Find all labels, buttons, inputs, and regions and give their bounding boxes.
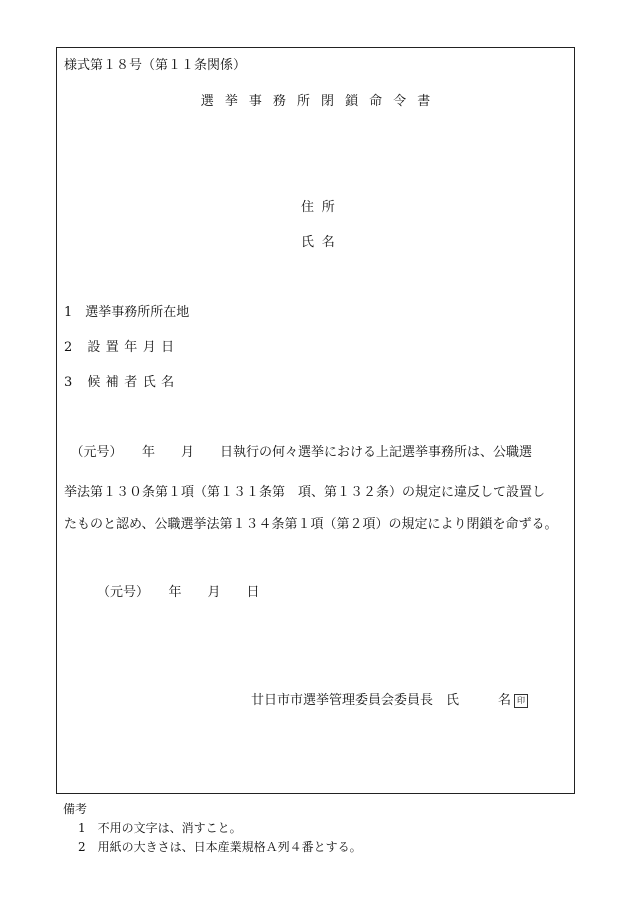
seal-mark: 印 xyxy=(514,694,528,708)
item-candidate-name: 3 候補者氏名 xyxy=(64,375,180,390)
note-item: 2 用紙の大きさは、日本産業規格Ａ列４番とする。 xyxy=(78,840,362,854)
document-title: 選挙事務所閉鎖命令書 xyxy=(200,94,442,109)
body-line-3: たものと認め、公職選挙法第１３４条第１項（第２項）の規定により閉鎖を命ずる。 xyxy=(64,517,558,532)
signer-line xyxy=(251,693,528,709)
item-office-location: 1 選挙事務所所在地 xyxy=(64,305,190,320)
address-label: 住所 xyxy=(301,200,343,215)
form-frame xyxy=(56,47,575,794)
item-established-date: 2 設置年月日 xyxy=(64,340,180,355)
form-number: 様式第１８号（第１１条関係） xyxy=(64,58,247,73)
note-item: 1 不用の文字は、消すこと。 xyxy=(78,821,242,835)
name-label: 氏名 xyxy=(301,235,343,250)
body-line-1: （元号） 年 月 日執行の何々選挙における上記選挙事務所は、公職選 xyxy=(64,445,533,460)
notes-title: 備考 xyxy=(63,802,88,816)
issue-date: （元号） 年 月 日 xyxy=(97,585,260,600)
signer-text: 廿日市市選挙管理委員会委員長 氏 名 xyxy=(251,693,512,708)
body-line-2: 挙法第１３０条第１項（第１３１条第 項、第１３２条）の規定に違反して設置し xyxy=(64,485,546,500)
